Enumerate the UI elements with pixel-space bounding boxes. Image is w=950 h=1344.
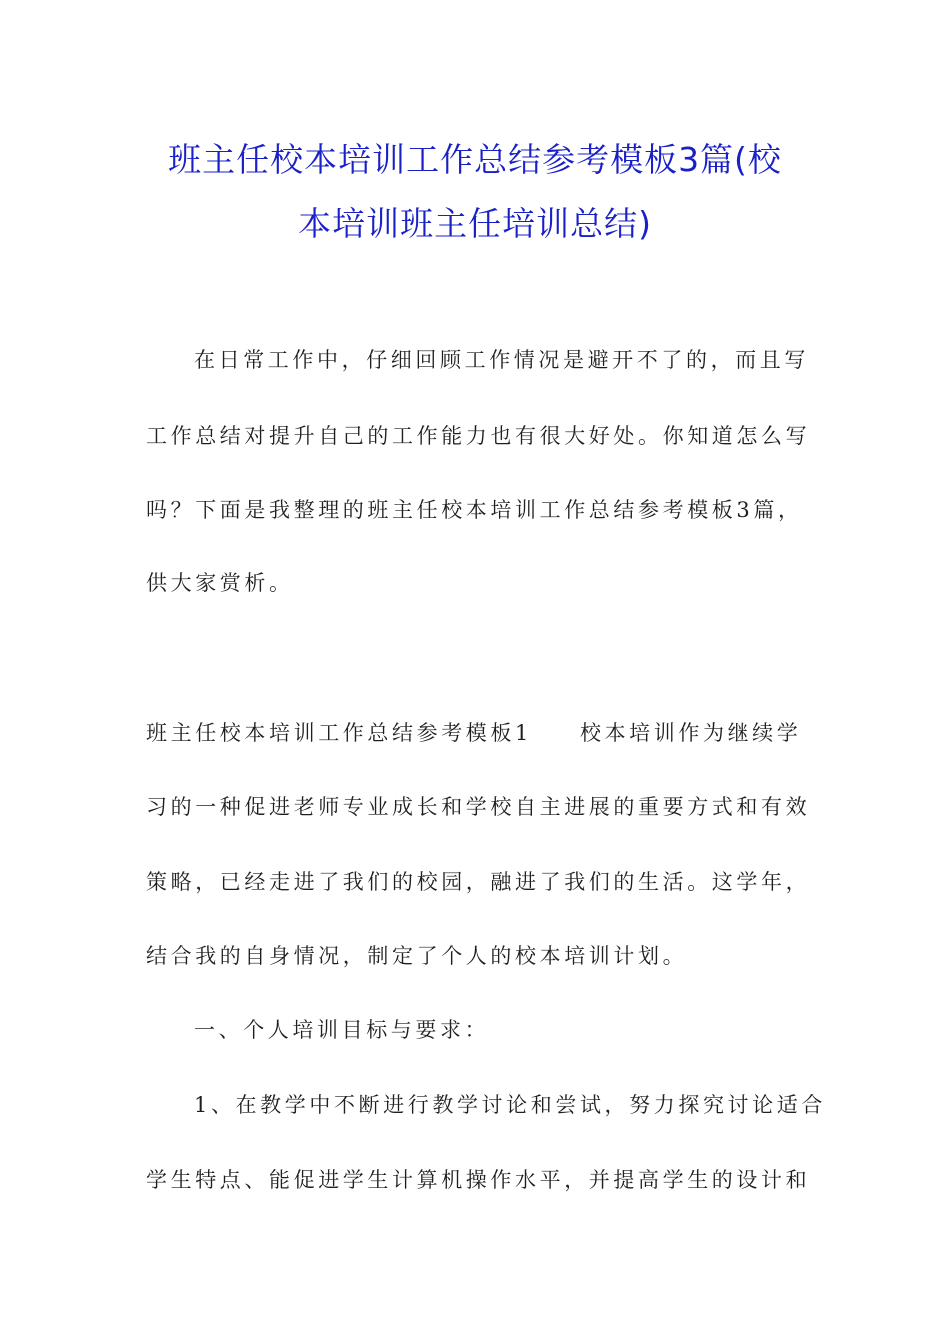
title-line-1: 班主任校本培训工作总结参考模板3篇(校 (168, 140, 782, 179)
intro-line-1: 在日常工作中，仔细回顾工作情况是避开不了的，而且写 (194, 348, 809, 372)
section1-heading: 班主任校本培训工作总结参考模板1 (146, 721, 532, 745)
section1-line-1: 校本培训作为继续学 (579, 721, 802, 745)
item1-line-1: 1、在教学中不断进行教学讨论和尝试，努力探究讨论适合 (194, 1093, 826, 1117)
document-title (140, 128, 810, 256)
section1-line-2: 习的一种促进老师专业成长和学校自主进展的重要方式和有效 (146, 795, 811, 819)
intro-line-4: 供大家赏析。 (146, 571, 294, 595)
section1-line-4: 结合我的自身情况，制定了个人的校本培训计划。 (146, 944, 688, 968)
intro-line-2: 工作总结对提升自己的工作能力也有很大好处。你知道怎么写 (146, 424, 811, 448)
intro-line-3: 吗？下面是我整理的班主任校本培训工作总结参考模板3篇， (146, 498, 803, 522)
title-line-2: 本培训班主任培训总结) (298, 204, 652, 243)
section1-line-3: 策略，已经走进了我们的校园，融进了我们的生活。这学年， (146, 870, 811, 894)
section1-first-line (146, 719, 806, 747)
item1-line-2: 学生特点、能促进学生计算机操作水平，并提高学生的设计和 (146, 1168, 811, 1192)
section1-subheading: 一、个人培训目标与要求： (194, 1018, 490, 1042)
